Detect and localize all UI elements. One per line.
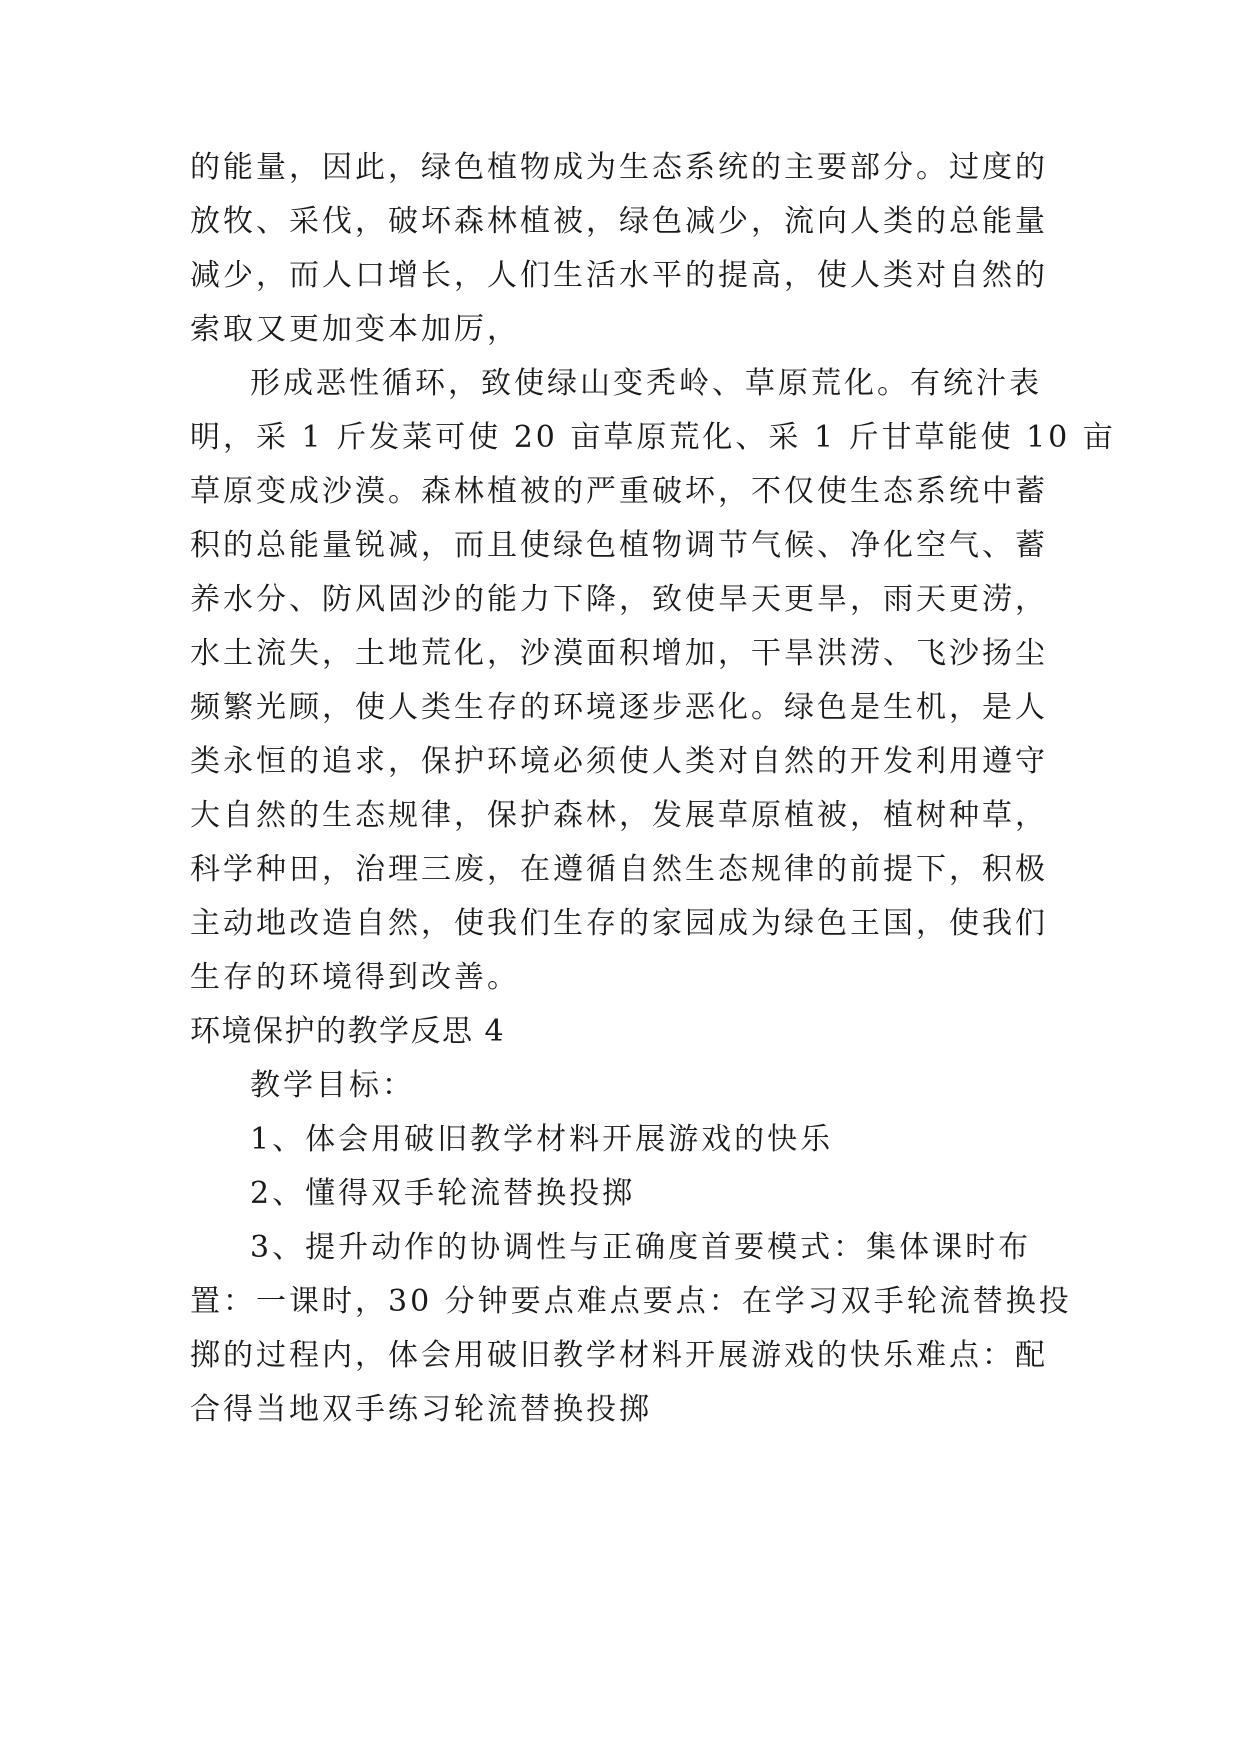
goal-item-1: 1、体会用破旧教学材料开展游戏的快乐 (250, 1122, 834, 1157)
paragraph-line: 生存的环境得到改善。 (190, 960, 520, 995)
section-heading: 环境保护的教学反思 4 (190, 1014, 506, 1049)
paragraph-line: 明，采 1 斤发菜可使 20 亩草原荒化、采 1 斤甘草能使 10 亩 (190, 420, 1116, 455)
paragraph-line: 频繁光顾，使人类生存的环境逐步恶化。绿色是生机，是人 (190, 690, 1048, 725)
paragraph-line: 科学种田，治理三废，在遵循自然生态规律的前提下，积极 (190, 852, 1048, 887)
teaching-goal-label: 教学目标： (250, 1068, 415, 1103)
goal-item-3: 3、提升动作的协调性与正确度首要模式：集体课时布 (250, 1230, 1032, 1265)
paragraph-first-line: 形成恶性循环，致使绿山变秃岭、草原荒化。有统汁表 (250, 366, 1042, 401)
paragraph-line: 置：一课时，30 分钟要点难点要点：在学习双手轮流替换投 (190, 1284, 1072, 1319)
paragraph-line: 草原变成沙漠。森林植被的严重破坏，不仅使生态系统中蓄 (190, 474, 1048, 509)
paragraph-line: 合得当地双手练习轮流替换投掷 (190, 1392, 652, 1427)
paragraph-line: 大自然的生态规律，保护森林，发展草原植被，植树种草， (190, 798, 1048, 833)
paragraph-line: 积的总能量锐减，而且使绿色植物调节气候、净化空气、蓄 (190, 528, 1048, 563)
paragraph-line: 减少，而人口增长，人们生活水平的提高，使人类对自然的 (190, 258, 1048, 293)
paragraph-line: 水土流失，土地荒化，沙漠面积增加，干旱洪涝、飞沙扬尘 (190, 636, 1048, 671)
paragraph-line: 放牧、采伐，破坏森林植被，绿色减少，流向人类的总能量 (190, 204, 1048, 239)
paragraph-line: 类永恒的追求，保护环境必须使人类对自然的开发利用遵守 (190, 744, 1048, 779)
goal-item-2: 2、懂得双手轮流替换投掷 (250, 1176, 636, 1211)
paragraph-line: 掷的过程内，体会用破旧教学材料开展游戏的快乐难点：配 (190, 1338, 1048, 1373)
paragraph-line: 的能量，因此，绿色植物成为生态系统的主要部分。过度的 (190, 150, 1048, 185)
paragraph-line: 主动地改造自然，使我们生存的家园成为绿色王国，使我们 (190, 906, 1048, 941)
paragraph-line: 养水分、防风固沙的能力下降，致使旱天更旱，雨天更涝， (190, 582, 1048, 617)
paragraph-line: 索取又更加变本加厉， (190, 312, 520, 347)
